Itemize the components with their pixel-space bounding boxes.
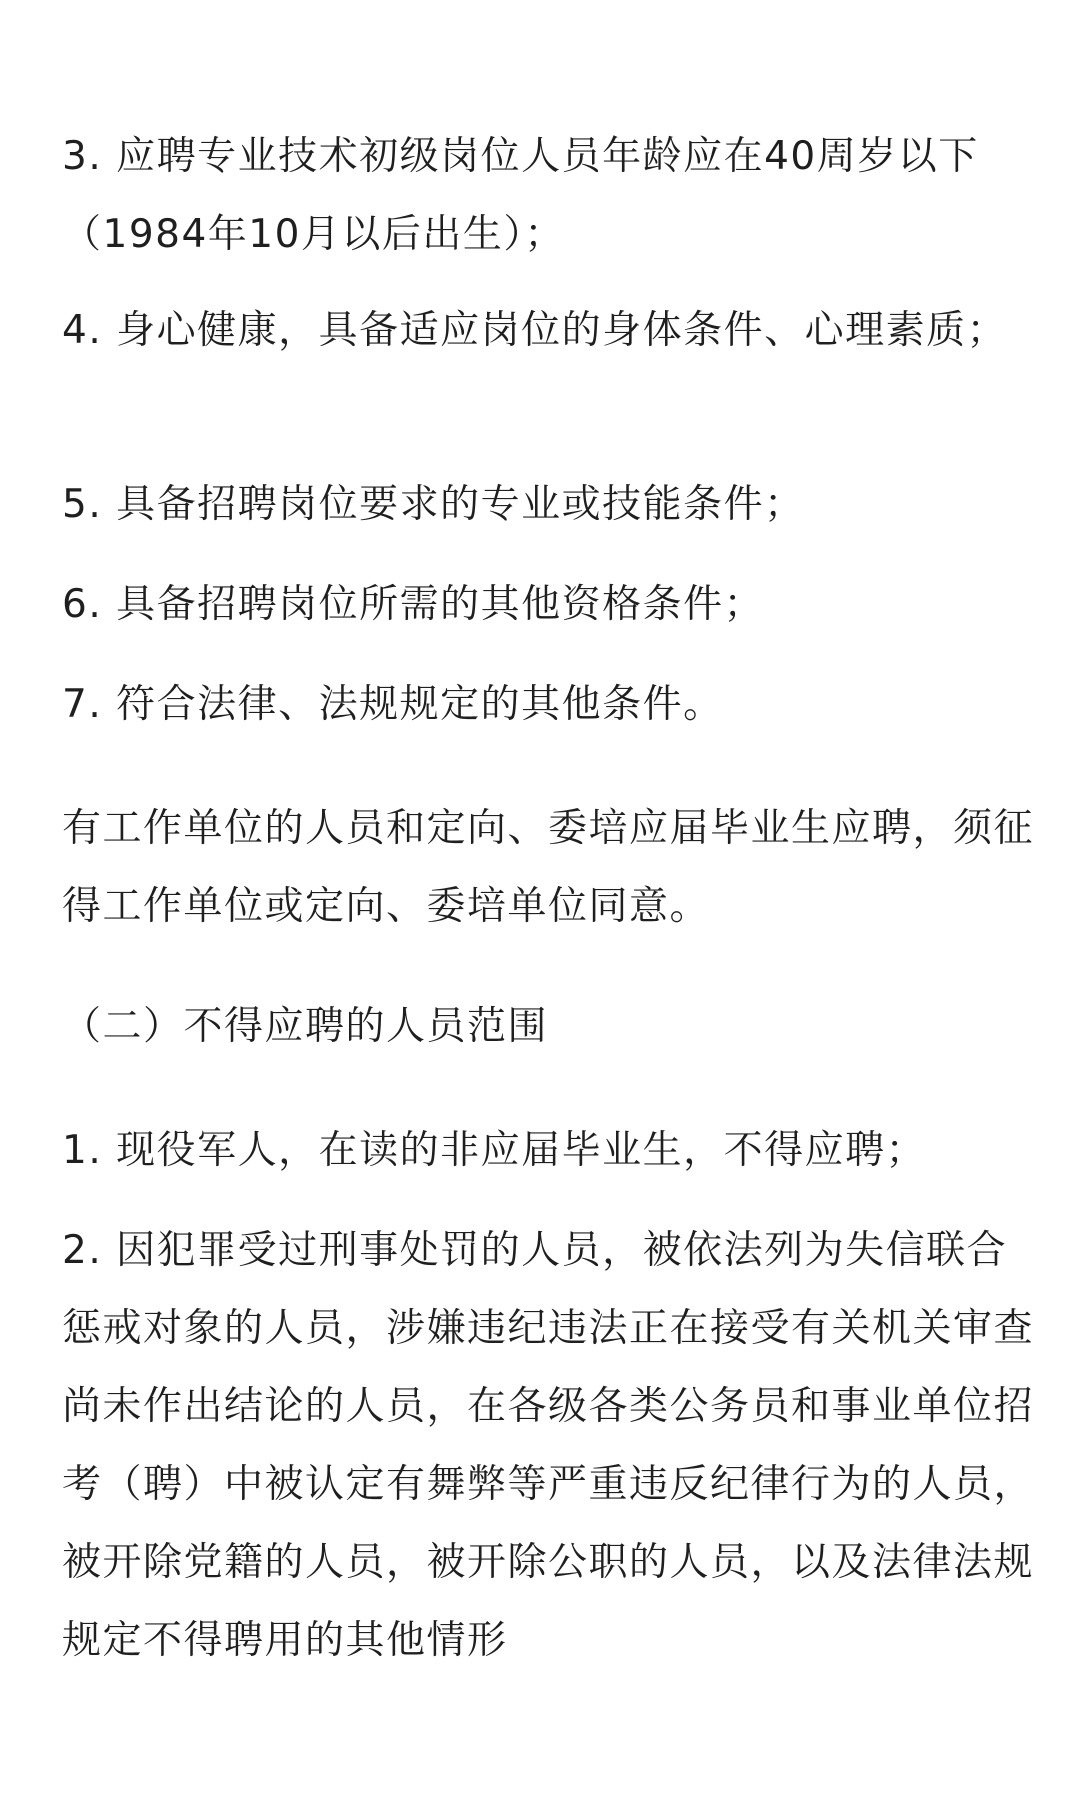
employer-consent-note: 有工作单位的人员和定向、委培应届毕业生应聘，须征得工作单位或定向、委培单位同意。 — [62, 806, 1035, 929]
condition-item-5: 5. 具备招聘岗位要求的专业或技能条件； — [62, 482, 805, 527]
ineligible-item-1: 1. 现役军人，在读的非应届毕业生，不得应聘； — [62, 1128, 927, 1173]
condition-item-4: 4. 身心健康，具备适应岗位的身体条件、心理素质； — [62, 308, 1008, 353]
section-heading: （二）不得应聘的人员范围 — [62, 1004, 549, 1049]
condition-item-7: 7. 符合法律、法规规定的其他条件。 — [62, 682, 724, 727]
condition-item-3: 3. 应聘专业技术初级岗位人员年龄应在40周岁以下（1984年10月以后出生）； — [62, 134, 979, 257]
condition-item-6: 6. 具备招聘岗位所需的其他资格条件； — [62, 582, 765, 627]
ineligible-item-2: 2. 因犯罪受过刑事处罚的人员，被依法列为失信联合惩戒对象的人员，涉嫌违纪违法正在接受有关机关审查尚未作出结论的人员，在各级各类公务员和事业单位招考（聘）中被认定有舞弊等严重违反纪律行为的人员，被开除党籍的人员，被开除公职的人员，以及法律法规规定不得聘用的其他情形 — [62, 1228, 1035, 1663]
